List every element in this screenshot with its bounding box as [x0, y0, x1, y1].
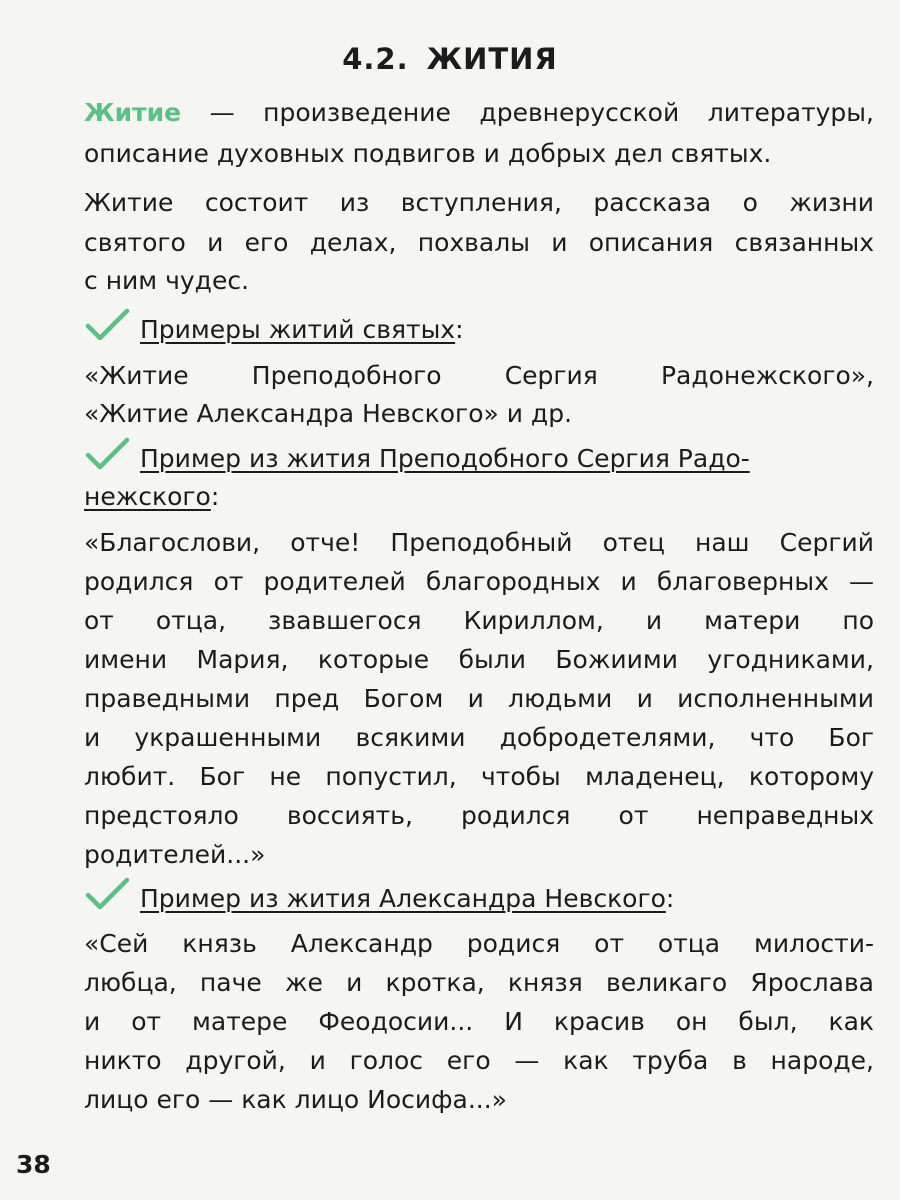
nevsky-subheading	[84, 877, 874, 918]
composition-line-1: Житие состоит из вступления, рассказа о жизни	[84, 188, 874, 217]
composition-line-2: святого и его делах, похвалы и описания связанных	[84, 228, 874, 257]
checkmark-icon	[84, 308, 130, 342]
definition-line-1	[84, 94, 874, 133]
nevsky-quote-line: и от матере Феодосии... И красив он был, как	[84, 1007, 874, 1036]
definition-term: Житие	[84, 98, 182, 127]
nevsky-quote-line: «Сей князь Александр родися от отца милости-	[84, 929, 874, 958]
examples-subheading	[84, 308, 874, 349]
page-number: 38	[16, 1150, 51, 1179]
sergius-quote-line: имени Мария, которые были Божиими угодниками,	[84, 645, 874, 674]
checkmark-icon	[84, 877, 130, 911]
nevsky-quote-line: любца, паче же и кротка, князя великаго Ярослава	[84, 968, 874, 997]
composition-line-3: с ним чудес.	[84, 266, 250, 295]
sergius-quote-line: любит. Бог не попустил, чтобы младенец, которому	[84, 762, 874, 791]
section-title	[0, 42, 900, 76]
definition-line-2: описание духовных подвигов и добрых дел святых.	[84, 139, 772, 168]
sergius-quote-line: от отца, звавшегося Кириллом, и матери по	[84, 606, 874, 635]
section-heading: ЖИТИЯ	[426, 42, 558, 76]
sergius-heading-colon: :	[210, 482, 220, 511]
sergius-subheading-line-2	[84, 478, 874, 516]
sergius-quote-line: «Благослови, отче! Преподобный отец наш Сергий	[84, 528, 874, 557]
sergius-quote-line: родителей...»	[84, 840, 266, 869]
sergius-quote-line: и украшенными всякими добродетелями, что Бог	[84, 723, 874, 752]
sergius-subheading	[84, 437, 874, 478]
sergius-heading-line-1: Пример из жития Преподобного Сергия Радо-	[140, 444, 750, 473]
nevsky-heading-colon: :	[665, 884, 675, 913]
section-number: 4.2.	[342, 42, 409, 76]
examples-heading-colon: :	[455, 315, 464, 344]
examples-heading-text: Примеры житий святых	[140, 315, 456, 344]
sergius-quote-line: родился от родителей благородных и благоверных —	[84, 567, 874, 596]
nevsky-quote-line: никто другой, и голос его — как труба в народе,	[84, 1046, 874, 1075]
sergius-quote-line: праведными пред Богом и людьми и исполненными	[84, 684, 874, 713]
definition-text: — произведение древнерусской литературы,	[181, 98, 874, 127]
nevsky-heading-text: Пример из жития Александра Невского	[140, 884, 666, 913]
sergius-quote-line: предстояло воссиять, родился от неправедных	[84, 801, 874, 830]
examples-line-2: «Житие Александра Невского» и др.	[84, 399, 573, 428]
nevsky-quote-line: лицо его — как лицо Иосифа...»	[84, 1085, 507, 1114]
sergius-heading-line-2: нежского	[84, 482, 211, 511]
examples-line-1: «Житие Преподобного Сергия Радонежского»,	[84, 361, 874, 390]
checkmark-icon	[84, 437, 130, 471]
